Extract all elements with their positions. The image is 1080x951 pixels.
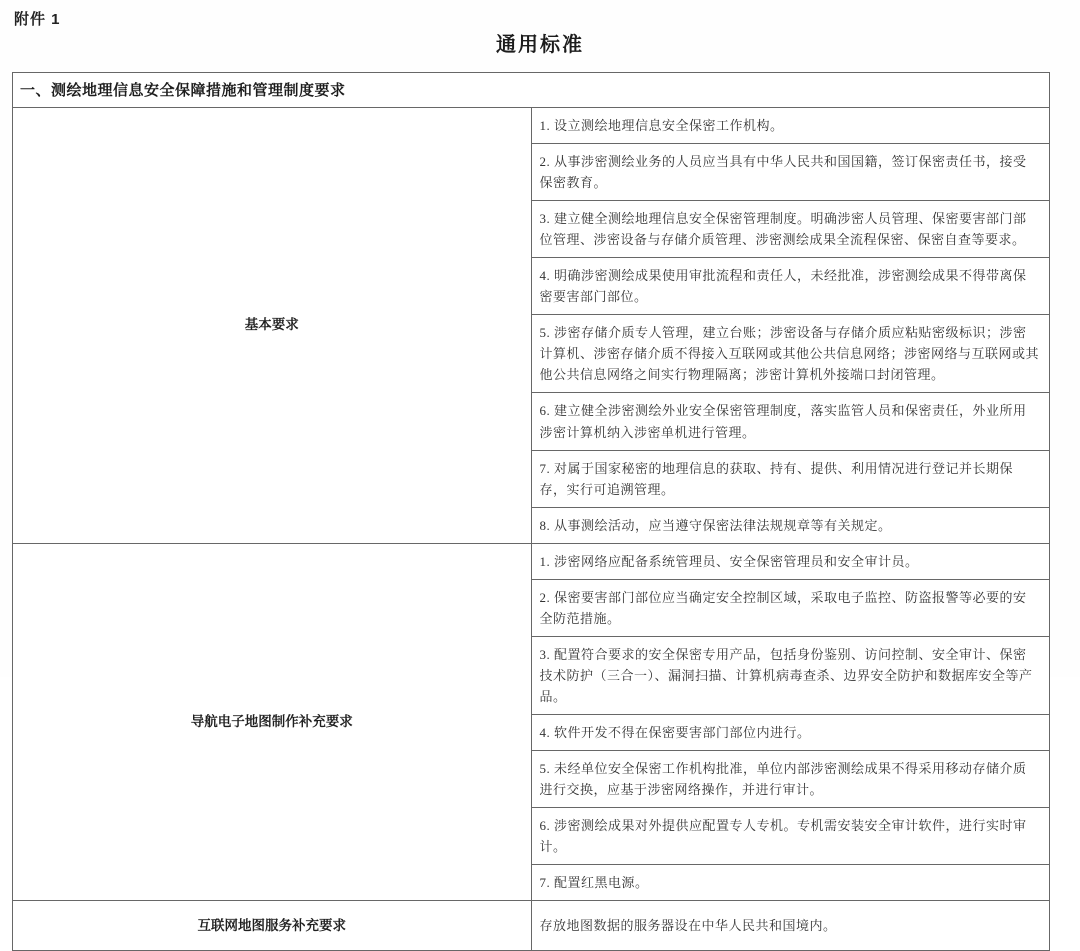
requirement-cell: 4. 软件开发不得在保密要害部门部位内进行。	[531, 714, 1050, 750]
requirement-cell: 7. 对属于国家秘密的地理信息的获取、持有、提供、利用情况进行登记并长期保存，实行可追溯管理。	[531, 450, 1050, 507]
section-name-cell: 基本要求	[13, 108, 532, 544]
attachment-label: 附件 1	[14, 11, 61, 28]
requirement-cell: 1. 设立测绘地理信息安全保密工作机构。	[531, 108, 1050, 144]
requirement-cell: 7. 配置红黑电源。	[531, 865, 1050, 901]
requirement-cell: 6. 涉密测绘成果对外提供应配置专人专机。专机需安装安全审计软件，进行实时审计。	[531, 808, 1050, 865]
requirement-cell: 3. 配置符合要求的安全保密专用产品，包括身份鉴别、访问控制、安全审计、保密技术防护（三合一）、漏洞扫描、计算机病毒查杀、边界安全防护和数据库安全等产品。	[531, 636, 1050, 714]
requirement-cell: 2. 从事涉密测绘业务的人员应当具有中华人民共和国国籍，签订保密责任书，接受保密教育。	[531, 144, 1050, 201]
table-section-title: 一、测绘地理信息安全保障措施和管理制度要求	[13, 73, 1050, 108]
page-title: 通用标准	[496, 34, 584, 56]
requirement-cell: 2. 保密要害部门部位应当确定安全控制区域，采取电子监控、防盗报警等必要的安全防范措施。	[531, 579, 1050, 636]
requirement-cell: 4. 明确涉密测绘成果使用审批流程和责任人，未经批准，涉密测绘成果不得带离保密要害部门部位。	[531, 258, 1050, 315]
standards-table	[12, 72, 1050, 951]
table-row	[13, 901, 1050, 951]
table-header-row	[13, 73, 1050, 108]
requirement-cell: 8. 从事测绘活动，应当遵守保密法律法规规章等有关规定。	[531, 507, 1050, 543]
table-row	[13, 543, 1050, 579]
table-row	[13, 108, 1050, 144]
section-name-cell: 互联网地图服务补充要求	[13, 901, 532, 951]
requirement-cell: 3. 建立健全测绘地理信息安全保密管理制度。明确涉密人员管理、保密要害部门部位管理、涉密设备与存储介质管理、涉密测绘成果全流程保密、保密自查等要求。	[531, 201, 1050, 258]
section-name-cell: 导航电子地图制作补充要求	[13, 543, 532, 901]
requirement-cell: 6. 建立健全涉密测绘外业安全保密管理制度，落实监管人员和保密责任，外业所用涉密计算机纳入涉密单机进行管理。	[531, 393, 1050, 450]
requirement-cell: 存放地图数据的服务器设在中华人民共和国境内。	[531, 901, 1050, 951]
requirement-cell: 5. 涉密存储介质专人管理，建立台账；涉密设备与存储介质应粘贴密级标识；涉密计算机、涉密存储介质不得接入互联网或其他公共信息网络；涉密网络与互联网或其他公共信息网络之间实行物理隔离；涉密计算机外接端口封闭管理。	[531, 315, 1050, 393]
requirement-cell: 5. 未经单位安全保密工作机构批准，单位内部涉密测绘成果不得采用移动存储介质进行交换，应基于涉密网络操作，并进行审计。	[531, 751, 1050, 808]
requirement-cell: 1. 涉密网络应配备系统管理员、安全保密管理员和安全审计员。	[531, 543, 1050, 579]
